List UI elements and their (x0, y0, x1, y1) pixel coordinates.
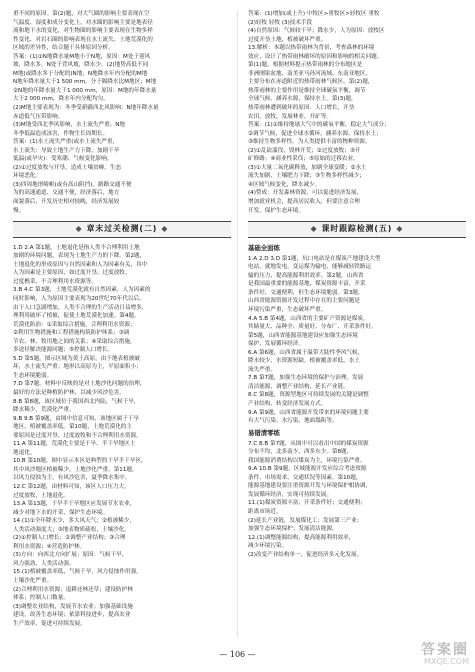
text-line: 风力强劲、人类活动强。 (13, 560, 75, 567)
text-line: 3.B 4.C 第3题，土地荒漠化就有自然因素，人为因素的 (13, 287, 151, 294)
text-line: 6.A 第6题，山西省属于温带大陆性季风气候， (248, 349, 364, 356)
text-line: 11.(1)煤炭资源丰富；开采条件好；交通便利； (248, 500, 366, 507)
text-line: 15.(1)植被覆盖率低，气候干旱，风力侵蚀作用强， (13, 569, 142, 576)
text-line: 7.C 8.B 第7题，从图中可以看出中国的煤炭资源 (248, 440, 369, 447)
text-line: 4.A 5.B 第4题，山西省的主要矿产资源是煤炭， (248, 315, 369, 322)
text-line: 地退化。 (13, 449, 36, 456)
text-line: 人类活动强度大；③地表物质疏松，土壤沙化。 (13, 526, 130, 533)
text-line: 答案：(1)增加(或上升) 中牧区>重牧区>轻牧区 重牧 (248, 11, 380, 17)
text-line: (2)改变产业结构单一，促进经济多元化发展。 (248, 551, 363, 558)
text-line: 距离市场近。 (248, 508, 282, 515)
text-line: 区域的差异性，结合题干具体原因分析。 (13, 45, 114, 52)
text-line: 第(1)题，根据材料提示热带雨林的分布地区是 (248, 62, 363, 69)
text-line: 同时影响，人为原因主要表现为20世纪70年代以后， (13, 295, 145, 302)
text-line: 荒漠化防治：①采取综合措施，合理利用水资源； (13, 321, 136, 328)
text-line: 有大气污染、水污染、地面塌陷等。 (248, 418, 338, 425)
text-line: 1.D 2.A 第1题，土地退化是指人类不合理利用土地 (13, 244, 140, 251)
text-line: 大于2 000 mm，降水年内分配均匀。 (13, 96, 109, 103)
text-line: 输的压力，提高能源利用效率。第2题，山西省 (248, 272, 364, 279)
text-line: 13.A 第13题，干旱半干旱地区应发展节水农业， (13, 501, 136, 508)
text-line: ④区域气候变化，降水减少。 (248, 181, 321, 188)
text-line: (4)自然原因：气候较干旱；降水少，人为原因：放牧区 (248, 28, 385, 35)
text-line: 坡，降水多，N处于背风坡，降水少。(2)地势高低不同 (13, 62, 149, 69)
text-line: 7.B 第7题，加强生态环境的保护与治理，发展 (248, 375, 364, 382)
text-line: 效应，设计了热带雨林破坏的原因和影响的相关问题。 (248, 53, 383, 60)
text-line: 以风力侵蚀为主，有风沙危害，夏季降水集中。 (13, 475, 131, 482)
text-line: 由于人口急剧增加，人类不合理的生产活动日益增多， (13, 304, 148, 311)
text-line: 非洲刚果盆地、南美亚马孙河流域、东南亚地区， (248, 70, 372, 77)
text-line: 过度放牧，土地退化。 (13, 492, 69, 499)
left-column (13, 10, 231, 628)
heading-ornament-right: ◆ (396, 224, 404, 234)
text-line: (3)四周地形崎岖(或有高山阻挡)，路路交通不便 (13, 181, 132, 188)
text-line: 1.A 2.D 3.D 第1题，坑口电站是在煤炭产地建设大型 (248, 255, 381, 262)
text-line: 发展循环经济，实现可持续发展。 (248, 491, 332, 498)
subheading-error-practice: 易错清零练 (248, 428, 280, 437)
text-line: 我国能源消费结构以煤炭为主，环境污染严重。 (248, 457, 366, 464)
text-line: 流和地下水的变化，对生物圈的影响主要表现在生物多样 (13, 28, 153, 35)
text-line: 山西省能源资源开发过程中存在的主要问题是 (248, 298, 360, 305)
text-line: 答案：(1)①N地降水量M地小于N地，原因：M处于迎风 (13, 53, 151, 60)
text-line: 利用水资源；④营造防护林。 (13, 543, 86, 550)
right-text-before-heading (248, 10, 466, 215)
text-line: 保护，发展循环经济。 (248, 341, 304, 348)
text-line: 11.A 第11题，荒漠化主要是干旱、半干旱地区土 (13, 441, 136, 448)
text-line: 水土流失：导致土地生产力下降，加剧干旱 (13, 147, 120, 154)
text-line: 其中风沙地区植被稀少，土地沙化严重。第11题， (13, 466, 138, 473)
text-line: 14.(1)①全年降水少，多大风天气；②植被稀少， (13, 518, 135, 525)
text-line: 低温(或旱灾)：受寒潮、气候变化影响。 (13, 156, 113, 163)
text-line: (2)①乱砍滥伐，毁林开荒；②过度放牧；③开 (248, 147, 361, 154)
heading-ornament-left: ◆ (75, 224, 83, 234)
text-line: (3)调整农业结构，发展节水农业；加强基础设施 (13, 603, 133, 610)
text-line: ③维持生物多样性，为人类提供丰富的物种资源。 (248, 139, 371, 146)
left-text-after-heading (13, 244, 231, 629)
text-line: 面貌落后，开发历史相对较晚，经济发展较 (13, 199, 120, 206)
text-line: 加剧的环境问题，表现为土地生产力的下降。第2题， (13, 253, 146, 260)
text-line: 9.A 10.B 第9题，区域能源开发应综合考虑资源 (248, 466, 367, 473)
text-line: 流失加剧，土壤肥力下降；③生物多样性减少； (248, 173, 365, 180)
column-divider (237, 10, 238, 638)
text-line: 增加就业机会，提高居民收入，但要注意合理 (248, 199, 360, 206)
text-line: 节农、林、牧用地之间的关系；④采取综合措施， (13, 338, 136, 345)
text-line: 土地退化的形成原因与自然因素和人为因素有关，其中 (13, 261, 148, 268)
text-line: 最好的方法是种植防护林，以减少风沙危害。 (13, 389, 125, 396)
text-line: 答案：(1)水土流失严重(或水土流失严重， (13, 139, 119, 146)
text-line: 气温度、湿度和成分变化上，对水圈的影响主要是地表径 (13, 19, 153, 26)
right-column (248, 10, 466, 559)
text-line: 减少对地下水的开采，保护生态环境。 (13, 509, 109, 516)
text-line: 7.D 第7题，材料中反映的是对土地沙化问题的治理， (13, 381, 146, 388)
text-line: 性变化、对岩石圈的影响表现在水土流失、土地荒漠化的 (13, 36, 153, 43)
page-number: — 106 — (219, 650, 256, 659)
text-line: 生态环境脆弱。 (13, 372, 53, 379)
section-heading-chapter-test (13, 221, 231, 238)
text-line: 9.A 第9题，山西省能源开发带来的环境问题主要 (248, 409, 369, 416)
text-line: 全球气候，涵养水源，保持水土。第(3)题， (248, 96, 357, 103)
text-line: M地(或降水多于分配的)N地，N地降水年内分配的M地 (13, 70, 148, 77)
text-line: 清洁能源，调整产业结构，延长产业链。 (248, 383, 349, 390)
text-line: 条件、市场需求、交通状况等因素。第10题， (248, 474, 362, 481)
text-line: 理利用破坏了植被，促使土地荒漠化加速。第4题， (13, 313, 140, 320)
text-line: (2)①控制人口增长；②调整产业结构；③合理 (13, 535, 126, 542)
text-line: 坏，水土流失严重；地形以高原为主，平原面积小； (13, 364, 142, 371)
text-line: (2)合理利用水资源；退耕还林还草；建设防护林 (13, 586, 133, 593)
text-line: 12.(1)调整能源结构，提高能源利用效率， (248, 534, 355, 541)
text-line: 冬季低温造成冻害，作物生长周期长。 (13, 130, 109, 137)
text-line: 建设，改善生态环境；依靠科技进步，提高农业 (13, 612, 131, 619)
text-line: (2)延长产业链，发展煤化工；发展第三产业； (248, 517, 363, 524)
text-line: 其储量大、品种全、质量好、分布广、开采条件好。 (248, 324, 377, 331)
text-line: 能源基地建设要注重资源开发与环境保护相协调， (248, 483, 372, 490)
text-line: 多途径解决能源问题；⑤控制人口增长。 (13, 347, 114, 354)
text-line: 是我国最重要的能源基地，煤炭资源丰富，开采 (248, 281, 366, 288)
text-line: 降水稀少，荒漠化严重。 (13, 407, 75, 414)
text-line: 环境恶化。 (13, 173, 41, 180)
text-line: 体系；控制人口数量。 (13, 595, 69, 602)
text-line: 赤道低气压带影响。 (13, 113, 64, 120)
subheading-basic-practice: 基础全面练 (248, 243, 280, 252)
text-line: 人为因素是主要原因，如过度开垦、过度放牧、 (13, 270, 131, 277)
text-line: 13.解析：本题以热带雨林为背景，考查森林的环境 (248, 45, 375, 52)
text-line: 电站，就地发电，变运煤为输电，能够减轻铁路运 (248, 264, 372, 271)
text-line: (3)M地受西北季风影响，水土流失严重；N地 (13, 122, 126, 129)
right-text-block-2 (248, 440, 466, 560)
text-line: 重不同的原因。第(2)题，对大气圈的影响主要表现在空 (13, 11, 150, 17)
text-line: (2)M地主要表现为：冬季受新疆西北风影响：N地年降水量 (13, 105, 159, 112)
text-line: 要原因是过度开垦、过度放牧和不合理利用水资源。 (13, 432, 142, 439)
left-text-before-heading (13, 10, 231, 215)
text-line: 加强生态环境保护；发展清洁能源。 (248, 526, 338, 533)
text-line: 降水较少，水资源短缺，植被覆盖率低，水土 (248, 358, 360, 365)
section-heading-tracking-test (248, 221, 466, 238)
text-line: (2)轻牧 轻牧 (3)技术手段 (248, 19, 313, 26)
text-line: 答案：(1)①维持地球大气中的碳氧平衡，稳定大气成分； (248, 122, 390, 129)
watermark-logo (399, 640, 469, 668)
text-line: 慢。 (13, 207, 25, 214)
text-line: 8.B 第8题，该区域位于我国西北内陆，气候干旱， (13, 398, 140, 405)
text-line: 12.C 第12题，由材料可知，该区人口压力大， (13, 483, 130, 490)
text-line: 热带雨林的主要作用是维持全球碳氧平衡，调节 (248, 87, 366, 94)
text-line: 矿修路；④商业性采伐；⑤原始的迁移农业。 (248, 156, 359, 163)
text-line: (4)赞成：开发森林资源，可以促进经济发展， (248, 190, 363, 197)
heading-ornament-left: ◆ (310, 224, 318, 234)
text-line: 土壤沙化严重。 (13, 578, 53, 584)
text-line: 主要分布在赤道附近的热带雨林气候区。第(2)题， (248, 79, 374, 86)
text-line: 地区，植被覆盖率低。第10题，土地荒漠化的主 (13, 424, 132, 431)
text-line: ②调节气候，促进全球水循环，涵养水源，保持水土； (248, 130, 382, 137)
text-line: 5.D 第5题，图示区域为黄土高原，由于地表植被破 (13, 355, 140, 362)
text-line: 分布不均，北多南少，西多东少。第8题， (248, 449, 353, 456)
section-heading-text: 章末过关检测(二) (86, 224, 158, 234)
text-line: 流失严重。 (248, 366, 276, 373)
watermark-title: 答案圈 (421, 641, 469, 658)
text-line: 条件好，交通便利，但生态环境脆弱。第3题， (248, 289, 364, 296)
text-line: 产业结构，转变经济发展方式。 (248, 400, 327, 407)
text-line: 农田，放牧，发展林业，开矿等。 (248, 113, 332, 120)
text-line: ②利用生物措施和工程措施构筑防护体系；③调 (13, 330, 130, 337)
section-heading-text: 课时跟踪检测(五) (321, 224, 393, 234)
text-line: 环境污染严重，生态破坏严重。 (248, 306, 327, 313)
text-line: 8.C 第8题，资源型地区可持续发展的关键是调整 (248, 392, 369, 399)
right-text-block-1 (248, 255, 466, 426)
text-line: 10.B 第10题，图中显示本区是典型的干旱半干旱区， (13, 458, 147, 465)
text-line: 开发，保护生态环境。 (248, 207, 304, 214)
text-line: 第5题，山西省能源基地建设应加强生态环境 (248, 332, 358, 339)
text-line: ②N地的年降水量大于1 000 mm，原因：M地的年降水量 (13, 87, 157, 94)
text-line: (3)①大量二氧化碳释放，加剧全球变暖；②水土 (248, 164, 367, 171)
text-line: N地年降水量大于1 500 mm，分于隔降水比M地区；M地 (13, 79, 157, 86)
text-line: 为的高速通道、交通不便，经济落后，地方 (13, 190, 120, 197)
text-line: 减少环境污染。 (248, 543, 288, 550)
text-line: (2)①过度放牧与开垦，造成土壤贫瘠，生态 (13, 164, 122, 171)
text-line: 热带雨林遭到破坏的原因：人口增长，开垦 (248, 105, 355, 112)
heading-ornament-right: ◆ (161, 224, 169, 234)
text-line: 9.B 9.B 第9题，由图中信息可知，该地区属于干旱 (13, 415, 140, 422)
text-line: 过度开垦土地，植被破坏严重。 (248, 36, 327, 43)
watermark-url: MXQE.COM (423, 656, 469, 666)
text-line: 过度樵采、不合理利用水资源等。 (13, 278, 97, 285)
text-line: (3)方向：向西北方向扩展；原因：气候干旱、 (13, 552, 128, 559)
text-line: 生产效率，促进可持续发展。 (13, 620, 86, 627)
